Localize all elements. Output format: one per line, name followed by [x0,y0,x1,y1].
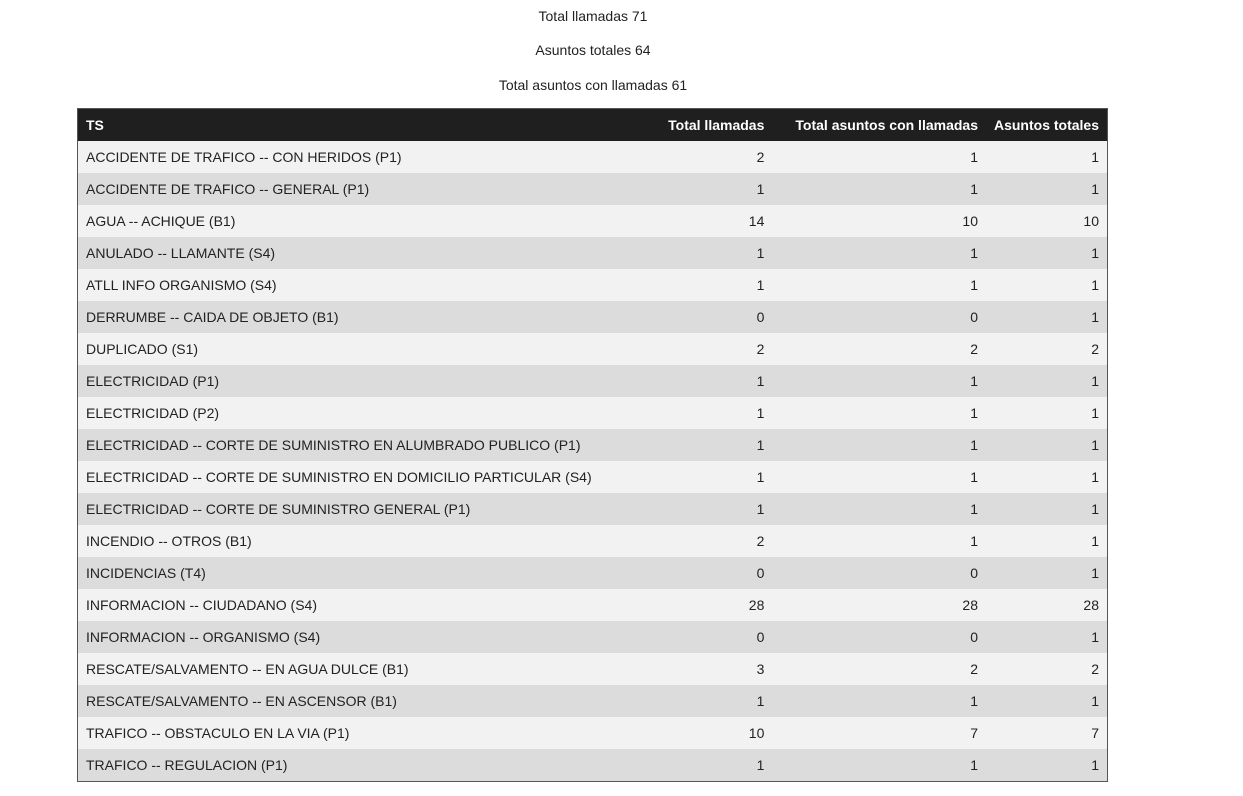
column-header-asuntos-totales: Asuntos totales [993,117,1099,133]
cell-total-llamadas: 0 [756,309,765,325]
cell-ts: RESCATE/SALVAMENTO -- EN ASCENSOR (B1) [86,693,397,709]
cell-ts: ELECTRICIDAD (P1) [86,373,220,389]
cell-asuntos-totales: 1 [1091,693,1099,709]
table-row [78,205,1107,237]
cell-asuntos-totales: 1 [1091,629,1099,645]
cell-asuntos-totales: 1 [1091,437,1099,453]
cell-total-asuntos-con-llamadas: 0 [970,565,978,581]
results-table-container [77,108,1108,782]
cell-total-llamadas: 14 [748,213,765,229]
cell-total-llamadas: 3 [756,661,765,677]
cell-total-llamadas: 1 [756,277,765,293]
cell-ts: ELECTRICIDAD -- CORTE DE SUMINISTRO GENERAL (P1) [86,501,471,517]
cell-ts: INCENDIO -- OTROS (B1) [86,533,252,549]
cell-total-llamadas: 2 [756,533,765,549]
cell-total-llamadas: 2 [756,341,765,357]
cell-asuntos-totales: 1 [1091,245,1099,261]
cell-ts: ATLL INFO ORGANISMO (S4) [86,277,277,293]
cell-asuntos-totales: 1 [1091,501,1099,517]
results-table [78,109,1107,781]
cell-ts: INFORMACION -- ORGANISMO (S4) [86,629,321,645]
cell-ts: DUPLICADO (S1) [86,341,199,357]
table-row [78,653,1107,685]
cell-ts: ANULADO -- LLAMANTE (S4) [86,245,276,261]
cell-total-asuntos-con-llamadas: 1 [970,757,978,773]
table-row [78,237,1107,269]
table-row [78,685,1107,717]
cell-total-asuntos-con-llamadas: 1 [970,501,978,517]
cell-asuntos-totales: 1 [1091,149,1099,165]
cell-total-llamadas: 28 [748,597,765,613]
cell-total-asuntos-con-llamadas: 2 [970,661,978,677]
cell-total-asuntos-con-llamadas: 1 [970,245,978,261]
cell-total-asuntos-con-llamadas: 1 [970,277,978,293]
cell-total-llamadas: 1 [756,405,765,421]
cell-total-llamadas: 2 [756,149,765,165]
cell-total-asuntos-con-llamadas: 1 [970,181,978,197]
cell-ts: ACCIDENTE DE TRAFICO -- GENERAL (P1) [86,181,370,197]
table-row [78,333,1107,365]
cell-asuntos-totales: 2 [1091,661,1099,677]
column-header-total-asuntos-con-llamadas: Total asuntos con llamadas [795,117,978,133]
cell-asuntos-totales: 1 [1091,181,1099,197]
cell-total-llamadas: 10 [748,725,765,741]
cell-asuntos-totales: 1 [1091,757,1099,773]
cell-total-asuntos-con-llamadas: 1 [970,373,978,389]
cell-total-asuntos-con-llamadas: 1 [970,437,978,453]
cell-total-llamadas: 1 [756,373,765,389]
cell-asuntos-totales: 1 [1091,277,1099,293]
summary-total-llamadas: Total llamadas 71 [538,8,648,24]
cell-total-asuntos-con-llamadas: 7 [970,725,978,741]
table-row [78,621,1107,653]
column-header-ts: TS [86,117,104,133]
cell-total-llamadas: 0 [756,565,765,581]
cell-total-asuntos-con-llamadas: 1 [970,693,978,709]
cell-asuntos-totales: 1 [1091,469,1099,485]
cell-total-llamadas: 1 [756,501,765,517]
cell-asuntos-totales: 1 [1091,565,1099,581]
table-row [78,429,1107,461]
cell-asuntos-totales: 28 [1083,597,1099,613]
cell-asuntos-totales: 10 [1083,213,1099,229]
cell-ts: INFORMACION -- CIUDADANO (S4) [86,597,317,613]
cell-total-asuntos-con-llamadas: 1 [970,533,978,549]
summary-total-asuntos-con-llamadas: Total asuntos con llamadas 61 [498,77,688,93]
table-row [78,557,1107,589]
cell-total-asuntos-con-llamadas: 1 [970,149,978,165]
table-row [78,749,1107,781]
cell-asuntos-totales: 1 [1091,373,1099,389]
table-row [78,397,1107,429]
cell-total-llamadas: 1 [756,245,765,261]
cell-asuntos-totales: 1 [1091,533,1099,549]
cell-total-asuntos-con-llamadas: 0 [970,309,978,325]
cell-ts: RESCATE/SALVAMENTO -- EN AGUA DULCE (B1) [86,661,409,677]
cell-ts: TRAFICO -- OBSTACULO EN LA VIA (P1) [86,725,350,741]
table-row [78,461,1107,493]
column-header-total-llamadas: Total llamadas [668,117,765,133]
table-row [78,173,1107,205]
cell-ts: AGUA -- ACHIQUE (B1) [86,213,236,229]
cell-asuntos-totales: 1 [1091,405,1099,421]
cell-total-asuntos-con-llamadas: 1 [970,405,978,421]
table-row [78,717,1107,749]
table-row [78,493,1107,525]
table-row [78,141,1107,173]
cell-total-llamadas: 1 [756,181,765,197]
cell-total-asuntos-con-llamadas: 28 [962,597,978,613]
table-row [78,589,1107,621]
cell-asuntos-totales: 7 [1091,725,1099,741]
table-row [78,365,1107,397]
cell-total-asuntos-con-llamadas: 10 [962,213,978,229]
cell-ts: ELECTRICIDAD (P2) [86,405,220,421]
table-body [78,141,1107,781]
table-row [78,269,1107,301]
summary-asuntos-totales: Asuntos totales 64 [535,42,651,58]
cell-total-llamadas: 0 [756,629,765,645]
cell-total-asuntos-con-llamadas: 0 [970,629,978,645]
cell-total-asuntos-con-llamadas: 1 [970,469,978,485]
cell-asuntos-totales: 1 [1091,309,1099,325]
cell-total-llamadas: 1 [756,469,765,485]
cell-total-llamadas: 1 [756,757,765,773]
cell-total-asuntos-con-llamadas: 2 [970,341,978,357]
cell-ts: TRAFICO -- REGULACION (P1) [86,757,288,773]
cell-asuntos-totales: 2 [1091,341,1099,357]
table-header-row [78,109,1107,141]
cell-ts: INCIDENCIAS (T4) [86,565,206,581]
cell-total-llamadas: 1 [756,437,765,453]
cell-ts: ACCIDENTE DE TRAFICO -- CON HERIDOS (P1) [86,149,402,165]
cell-ts: ELECTRICIDAD -- CORTE DE SUMINISTRO EN ALUMBRADO PUBLICO (P1) [86,437,581,453]
cell-ts: DERRUMBE -- CAIDA DE OBJETO (B1) [86,309,339,325]
cell-total-llamadas: 1 [756,693,765,709]
cell-ts: ELECTRICIDAD -- CORTE DE SUMINISTRO EN DOMICILIO PARTICULAR (S4) [86,469,592,485]
table-row [78,525,1107,557]
table-row [78,301,1107,333]
